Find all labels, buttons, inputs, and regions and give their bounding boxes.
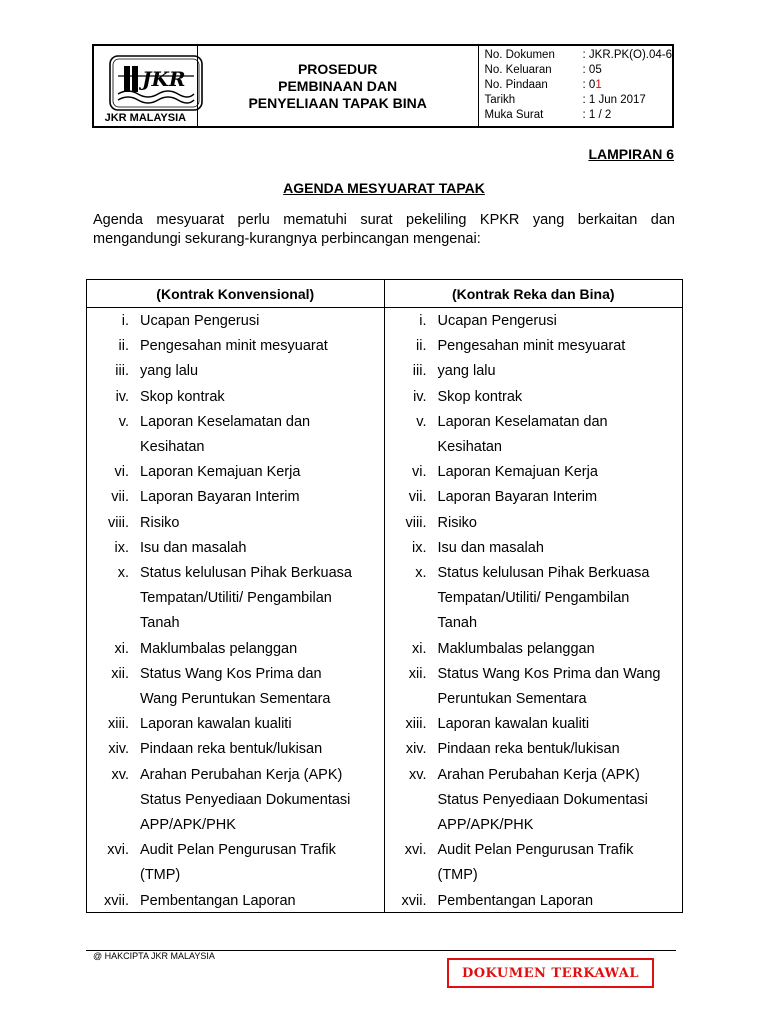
info-label: No. Keluaran: [484, 64, 552, 76]
agenda-item-text: [438, 637, 683, 662]
agenda-item-number: xv.: [111, 766, 129, 783]
agenda-item-line: Laporan Keselamatan dan: [140, 413, 311, 430]
agenda-item-line: Status Wang Kos Prima dan: [140, 665, 322, 682]
agenda-item-text: [438, 385, 683, 410]
agenda-item: [87, 309, 384, 334]
agenda-item-number: iii.: [115, 363, 129, 380]
agenda-item-text: [140, 485, 384, 510]
agenda-item-line: Laporan Kemajuan Kerja: [140, 464, 301, 481]
agenda-item-number: vii.: [111, 489, 129, 506]
document-header: [92, 44, 674, 128]
logo-cell: [94, 46, 198, 126]
agenda-item-text: [140, 838, 384, 888]
agenda-table: [86, 279, 683, 913]
agenda-item-text: [140, 511, 384, 536]
agenda-item-text: [140, 889, 384, 914]
agenda-item-line: Status Wang Kos Prima dan Wang: [437, 665, 661, 682]
info-label: Tarikh: [484, 94, 516, 106]
agenda-item-text: [140, 737, 384, 762]
info-row-muka-surat: [485, 108, 672, 123]
info-value: [583, 78, 602, 93]
agenda-item-number: x.: [117, 565, 129, 582]
agenda-item-line: Kesihatan: [140, 439, 205, 456]
agenda-item: [87, 511, 384, 536]
agenda-item: [87, 385, 384, 410]
agenda-item-number: ix.: [114, 539, 129, 556]
agenda-item: [385, 561, 683, 637]
agenda-item-number: xiii.: [405, 716, 427, 733]
agenda-item-line: Isu dan masalah: [140, 539, 247, 556]
agenda-item-number: v.: [416, 413, 427, 430]
logo-text: JKR: [142, 67, 186, 91]
agenda-item-number: viii.: [108, 514, 129, 531]
info-label: No. Dokumen: [484, 49, 555, 61]
agenda-item-text: [438, 662, 683, 712]
agenda-item: [385, 536, 683, 561]
agenda-item-line: Status kelulusan Pihak Berkuasa: [437, 565, 650, 582]
agenda-item: [87, 334, 384, 359]
agenda-item-text: [140, 763, 384, 839]
agenda-item-line: Risiko: [140, 514, 180, 531]
agenda-item-text: [140, 309, 384, 334]
column-konvensional: [87, 280, 385, 912]
agenda-item-text: [438, 561, 683, 637]
agenda-item-line: Ucapan Pengerusi: [140, 313, 260, 329]
agenda-item: [87, 561, 384, 637]
agenda-item-line: APP/APK/PHK: [437, 817, 534, 834]
agenda-item-line: Wang Peruntukan Sementara: [140, 691, 331, 708]
agenda-list: [87, 308, 384, 914]
agenda-item-line: Audit Pelan Pengurusan Trafik: [140, 842, 336, 859]
agenda-item-line: Laporan kawalan kualiti: [437, 716, 590, 733]
agenda-item-number: viii.: [405, 514, 427, 531]
agenda-item: [87, 838, 384, 888]
agenda-item-number: xvii.: [104, 892, 129, 909]
lampiran-label: LAMPIRAN 6: [588, 146, 674, 162]
agenda-item-number: xiv.: [405, 741, 427, 758]
agenda-item-line: Audit Pelan Pengurusan Trafik: [437, 842, 634, 859]
agenda-item-text: [140, 334, 384, 359]
info-row-pindaan: [485, 78, 672, 93]
agenda-item: [385, 763, 683, 839]
agenda-item-number: xiv.: [108, 741, 129, 758]
column-reka-dan-bina: [385, 280, 683, 912]
agenda-item-number: xv.: [409, 766, 427, 783]
title-line: PROSEDUR: [297, 60, 378, 77]
agenda-item-line: Peruntukan Sementara: [437, 691, 587, 708]
agenda-item: [87, 637, 384, 662]
agenda-item-number: xvii.: [401, 892, 427, 909]
info-value: : JKR.PK(O).04-6: [582, 49, 672, 61]
agenda-item-text: [140, 662, 384, 712]
agenda-item: [385, 737, 683, 762]
agenda-item-line: Laporan Kemajuan Kerja: [437, 464, 598, 481]
agenda-item-number: xvi.: [404, 842, 427, 859]
agenda-item-line: Tanah: [140, 615, 180, 632]
agenda-title: AGENDA MESYUARAT TAPAK: [283, 180, 485, 196]
agenda-item-line: Risiko: [437, 514, 477, 531]
agenda-item-line: Tanah: [437, 615, 478, 632]
revision-highlight: 1: [595, 79, 602, 91]
agenda-item-number: vi.: [412, 464, 427, 481]
agenda-item-line: (TMP): [140, 867, 181, 884]
intro-paragraph: Agenda mesyuarat perlu mematuhi surat pekeliling KPKR yang berkaitan dan mengandungi sekurang-kurangnya perbincangan mengenai:: [93, 212, 675, 247]
agenda-item-line: Status Penyediaan Dokumentasi: [140, 791, 351, 808]
agenda-item-line: Maklumbalas pelanggan: [140, 640, 298, 657]
agenda-item-text: [438, 410, 683, 460]
agenda-item: [385, 334, 683, 359]
logo-caption: JKR MALAYSIA: [104, 112, 187, 124]
agenda-item: [87, 712, 384, 737]
info-row-keluaran: [485, 63, 672, 78]
agenda-item-line: Pengesahan minit mesyuarat: [140, 338, 328, 355]
agenda-item-line: Ucapan Pengerusi: [437, 313, 557, 329]
agenda-item-number: xi.: [114, 640, 129, 657]
agenda-item-line: Tempatan/Utiliti/ Pengambilan: [437, 590, 630, 607]
agenda-item-number: iii.: [412, 363, 427, 380]
agenda-item-number: ii.: [416, 338, 427, 355]
agenda-item: [385, 712, 683, 737]
agenda-item: [87, 410, 384, 460]
agenda-item-text: [438, 460, 683, 485]
agenda-item: [385, 511, 683, 536]
agenda-item-line: Laporan Bayaran Interim: [140, 489, 300, 506]
agenda-item-line: Pindaan reka bentuk/lukisan: [437, 741, 620, 758]
title-line: PEMBINAAN DAN: [278, 77, 398, 94]
agenda-item: [385, 410, 683, 460]
agenda-item-text: [438, 737, 683, 762]
jkr-logo: [108, 54, 204, 112]
agenda-item: [87, 889, 384, 914]
agenda-item-text: [140, 460, 384, 485]
info-row-tarikh: [485, 93, 672, 108]
agenda-item-text: [438, 309, 683, 334]
agenda-item-number: xvi.: [107, 842, 129, 859]
agenda-item-text: [438, 838, 683, 888]
info-value: : 05: [582, 64, 602, 76]
agenda-item: [87, 737, 384, 762]
column-header: (Kontrak Reka dan Bina): [385, 280, 683, 308]
agenda-item-text: [438, 889, 683, 914]
agenda-item-number: v.: [118, 413, 129, 430]
copyright-text: @ HAKCIPTA JKR MALAYSIA: [93, 951, 215, 961]
agenda-item-text: [438, 359, 683, 384]
agenda-list: [385, 308, 683, 914]
controlled-document-stamp: DOKUMEN TERKAWAL: [447, 958, 654, 988]
agenda-item: [385, 309, 683, 334]
agenda-item-text: [438, 536, 683, 561]
agenda-item: [87, 763, 384, 839]
agenda-item-line: yang lalu: [437, 363, 496, 380]
info-label: No. Pindaan: [484, 79, 548, 91]
agenda-item-line: Isu dan masalah: [437, 539, 544, 556]
agenda-item-text: [140, 561, 384, 637]
agenda-item-text: [140, 712, 384, 737]
agenda-item-text: [140, 359, 384, 384]
column-header: (Kontrak Konvensional): [87, 280, 384, 308]
agenda-item-text: [438, 763, 683, 839]
agenda-item: [385, 485, 683, 510]
info-label: Muka Surat: [484, 109, 544, 121]
agenda-item-number: xiii.: [108, 716, 129, 733]
agenda-item-line: Laporan Keselamatan dan: [437, 413, 608, 430]
agenda-item-line: yang lalu: [140, 363, 199, 380]
agenda-item: [87, 460, 384, 485]
document-info: [479, 46, 672, 126]
agenda-item-text: [438, 485, 683, 510]
agenda-item-text: [140, 410, 384, 460]
info-value-prefix: : 0: [582, 79, 596, 91]
agenda-item-number: iv.: [115, 388, 129, 405]
agenda-item-line: Status kelulusan Pihak Berkuasa: [140, 565, 352, 582]
agenda-item: [87, 662, 384, 712]
agenda-item-text: [140, 385, 384, 410]
agenda-item-line: Laporan Bayaran Interim: [437, 489, 598, 506]
info-row-dokumen: [485, 48, 672, 63]
agenda-item-line: Maklumbalas pelanggan: [437, 640, 595, 657]
agenda-item-line: Skop kontrak: [140, 388, 225, 405]
agenda-item: [87, 536, 384, 561]
agenda-item-line: Kesihatan: [437, 439, 502, 456]
agenda-item: [385, 637, 683, 662]
agenda-item-line: Tempatan/Utiliti/ Pengambilan: [140, 590, 332, 607]
agenda-item: [385, 460, 683, 485]
agenda-item-line: Status Penyediaan Dokumentasi: [437, 791, 648, 808]
agenda-item: [385, 838, 683, 888]
agenda-item-number: ii.: [118, 338, 129, 355]
agenda-item: [385, 889, 683, 914]
agenda-item-text: [438, 712, 683, 737]
title-line: PENYELIAAN TAPAK BINA: [248, 94, 427, 111]
agenda-item-number: xii.: [111, 665, 129, 682]
agenda-item-number: ix.: [412, 539, 427, 556]
agenda-item-number: i.: [121, 313, 129, 329]
agenda-item-line: APP/APK/PHK: [140, 817, 236, 834]
agenda-item-line: Skop kontrak: [437, 388, 523, 405]
agenda-item: [385, 385, 683, 410]
agenda-item-line: Arahan Perubahan Kerja (APK): [437, 766, 640, 783]
agenda-item-text: [140, 536, 384, 561]
agenda-item-line: Pindaan reka bentuk/lukisan: [140, 741, 323, 758]
agenda-item: [87, 485, 384, 510]
info-value: : 1 / 2: [582, 109, 612, 121]
agenda-item-line: Arahan Perubahan Kerja (APK): [140, 766, 343, 783]
agenda-item: [385, 662, 683, 712]
agenda-item-line: Laporan kawalan kualiti: [140, 716, 292, 733]
agenda-item-number: vi.: [114, 464, 129, 481]
agenda-item-line: Pembentangan Laporan: [437, 892, 594, 909]
agenda-item-number: vii.: [408, 489, 427, 506]
agenda-item: [87, 359, 384, 384]
info-value: : 1 Jun 2017: [582, 94, 646, 106]
agenda-item-number: xi.: [412, 640, 427, 657]
agenda-item-number: iv.: [413, 388, 427, 405]
agenda-item-number: xii.: [408, 665, 427, 682]
agenda-item: [385, 359, 683, 384]
agenda-item-number: i.: [419, 313, 427, 329]
agenda-item-line: Pembentangan Laporan: [140, 892, 296, 909]
agenda-item-text: [140, 637, 384, 662]
agenda-item-number: x.: [415, 565, 427, 582]
document-title: [198, 46, 479, 126]
agenda-item-text: [438, 334, 683, 359]
agenda-item-line: Pengesahan minit mesyuarat: [437, 338, 626, 355]
agenda-item-line: (TMP): [437, 867, 478, 884]
agenda-item-text: [438, 511, 683, 536]
